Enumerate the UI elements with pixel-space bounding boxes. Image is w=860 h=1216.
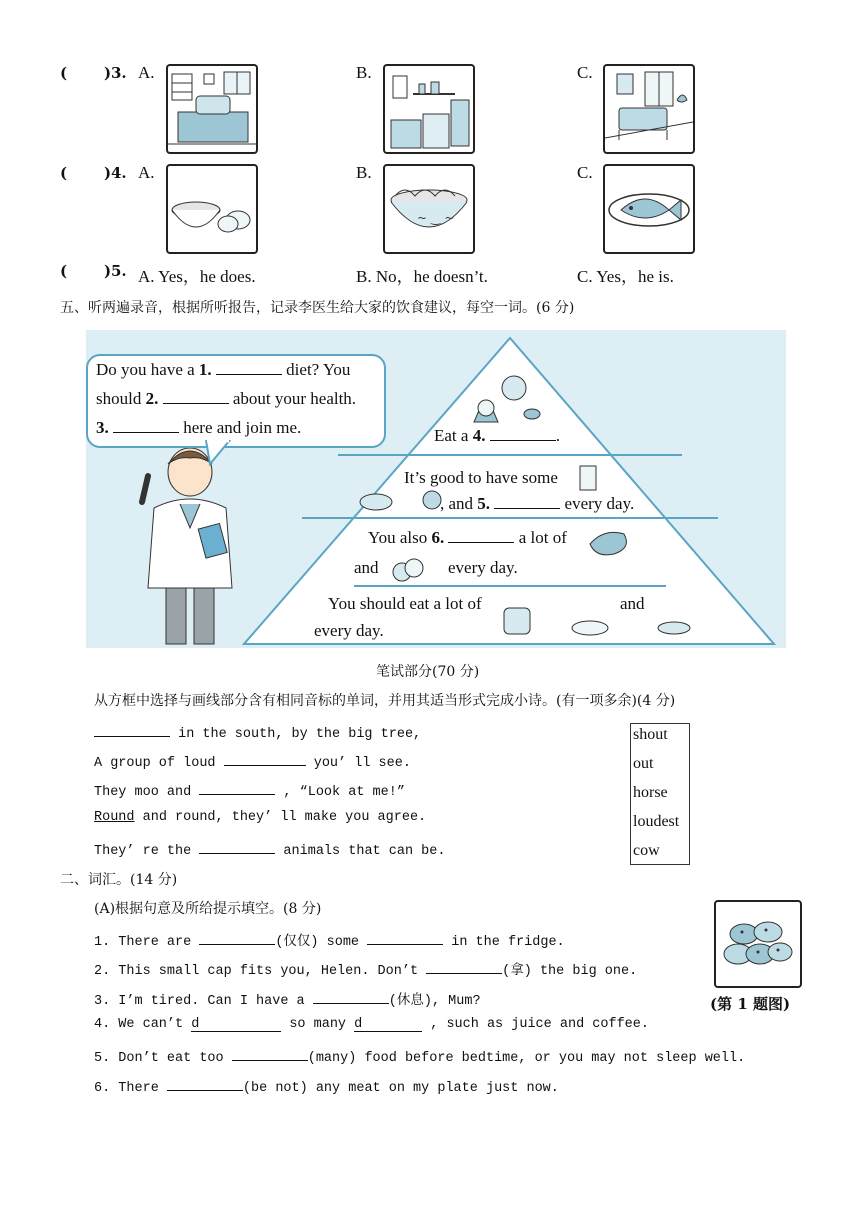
- q5-option-b: B. No，he doesn’t.: [356, 267, 488, 286]
- q4-paren-close: ): [104, 164, 112, 182]
- vocab-subheading: (A)根据句意及所给提示填空。(8 分): [94, 901, 322, 917]
- vocab-item-1: 1. There are (仅仅) some in the fridge.: [94, 929, 565, 950]
- living-room-icon: [603, 64, 695, 154]
- blank-5[interactable]: [494, 494, 560, 509]
- q4-paren: (: [60, 164, 68, 182]
- pyramid-tier-2-line-1: It’s good to have some: [404, 468, 558, 487]
- food-pyramid: [242, 336, 778, 648]
- blank-6[interactable]: [448, 528, 514, 543]
- vocab-item-3: 3. I’m tired. Can I have a (休息), Mum?: [94, 988, 481, 1009]
- figure-caption: (第 1 题图): [710, 995, 791, 1013]
- vocab-blank[interactable]: d: [191, 1017, 281, 1032]
- poem-line-3: They moo and , “Look at me!”: [94, 780, 405, 800]
- kitchen-icon: [383, 64, 475, 154]
- section5-heading: 五、听两遍录音，根据所听报告，记录李医生给大家的饮食建议，每空一词。(6 分): [60, 300, 575, 316]
- q5-option-c: C. Yes，he is.: [577, 267, 674, 286]
- porridge-egg-icon: [166, 164, 258, 254]
- vocab-item-2: 2. This small cap fits you, Helen. Don’t (拿) the big one.: [94, 958, 637, 979]
- vocab-blank[interactable]: [232, 1046, 308, 1061]
- svg-text:~ ‿ ~: ~ ‿ ~: [417, 211, 455, 225]
- pyramid-tier-3-line-1: You also 6. a lot of: [368, 528, 567, 547]
- bedroom-icon: [166, 64, 258, 154]
- q3-number: 3.: [111, 64, 127, 82]
- vocab-item-6: 6. There (be not) any meat on my plate just now.: [94, 1076, 559, 1096]
- word-box-item: horse: [633, 784, 668, 801]
- blank-3[interactable]: [113, 418, 179, 433]
- q4-number: 4.: [111, 164, 127, 182]
- pyramid-tier-3-every-day: every day.: [448, 558, 518, 577]
- noodles-icon: [383, 164, 475, 254]
- vocab-item-4: 4. We can’t d so many d , such as juice and coffee.: [94, 1017, 649, 1032]
- bubble-line-1: Do you have a 1. diet? You: [96, 360, 351, 379]
- pyramid-tier-1: Eat a 4. .: [434, 426, 560, 445]
- poem-line-5: They’ re the animals that can be.: [94, 839, 445, 859]
- potatoes-icon: [714, 900, 802, 988]
- word-box-item: cow: [633, 842, 660, 859]
- vocab-heading: 二、词汇。(14 分): [60, 872, 178, 888]
- pyramid-tier-2-line-2: , and 5. every day.: [440, 494, 635, 513]
- q4-option-c: C.: [577, 163, 593, 182]
- vocab-blank[interactable]: [426, 959, 502, 974]
- poem-line-1: in the south, by the big tree,: [94, 722, 421, 742]
- word-box: [630, 723, 690, 865]
- poem-instruction: 从方框中选择与画线部分含有相同音标的单词，并用其适当形式完成小诗。(有一项多余)(4 分): [94, 693, 676, 709]
- vocab-blank[interactable]: [167, 1076, 243, 1091]
- vocab-blank[interactable]: [199, 930, 275, 945]
- q5-number: 5.: [111, 262, 127, 280]
- q3-paren-close: ): [104, 64, 112, 82]
- fish-icon: [603, 164, 695, 254]
- blank-4[interactable]: [490, 426, 556, 441]
- q4-row: [0, 160, 860, 260]
- blank-2[interactable]: [163, 389, 229, 404]
- vocab-blank[interactable]: d: [354, 1017, 422, 1032]
- q5-option-a: A. Yes，he does.: [138, 267, 256, 286]
- poem-blank-1[interactable]: [94, 722, 170, 737]
- underlined-word: Round: [94, 810, 135, 825]
- bubble-line-2: should 2. about your health.: [96, 389, 357, 408]
- vocab-item-5: 5. Don’t eat too (many) food before bedtime, or you may not sleep well.: [94, 1046, 745, 1066]
- q5-paren: (: [60, 262, 68, 280]
- pyramid-tier-3-and: and: [354, 558, 379, 577]
- q4-option-a: A.: [138, 163, 155, 182]
- q3-option-b: B.: [356, 63, 372, 82]
- q3-option-c: C.: [577, 63, 593, 82]
- q5-paren-close: ): [104, 262, 112, 280]
- word-box-item: out: [633, 755, 654, 772]
- bubble-tail: [204, 440, 234, 466]
- q3-paren: (: [60, 64, 68, 82]
- poem-blank-4[interactable]: [199, 839, 275, 854]
- q3-row: [0, 0, 860, 160]
- poem-line-4: Round and round, they’ ll make you agree.: [94, 810, 427, 825]
- pyramid-tier-4-line-2: every day.: [314, 621, 384, 640]
- pyramid-tier-4-line-1: You should eat a lot of: [328, 594, 482, 613]
- poem-blank-3[interactable]: [199, 780, 275, 795]
- poem-line-2: A group of loud you’ ll see.: [94, 751, 411, 771]
- q5-row: [0, 262, 860, 286]
- written-title: 笔试部分(70 分): [376, 664, 480, 680]
- doctor-icon: [132, 442, 242, 648]
- diet-illustration: [86, 330, 786, 648]
- q3-option-a: A.: [138, 63, 155, 82]
- poem-blank-2[interactable]: [224, 751, 306, 766]
- word-box-item: loudest: [633, 813, 680, 830]
- pyramid-tier-4-and: and: [620, 594, 645, 613]
- vocab-blank[interactable]: [367, 930, 443, 945]
- bubble-line-3: 3. here and join me.: [96, 418, 302, 437]
- q4-option-b: B.: [356, 163, 372, 182]
- word-box-item: shout: [633, 726, 668, 743]
- vocab-blank[interactable]: [313, 989, 389, 1004]
